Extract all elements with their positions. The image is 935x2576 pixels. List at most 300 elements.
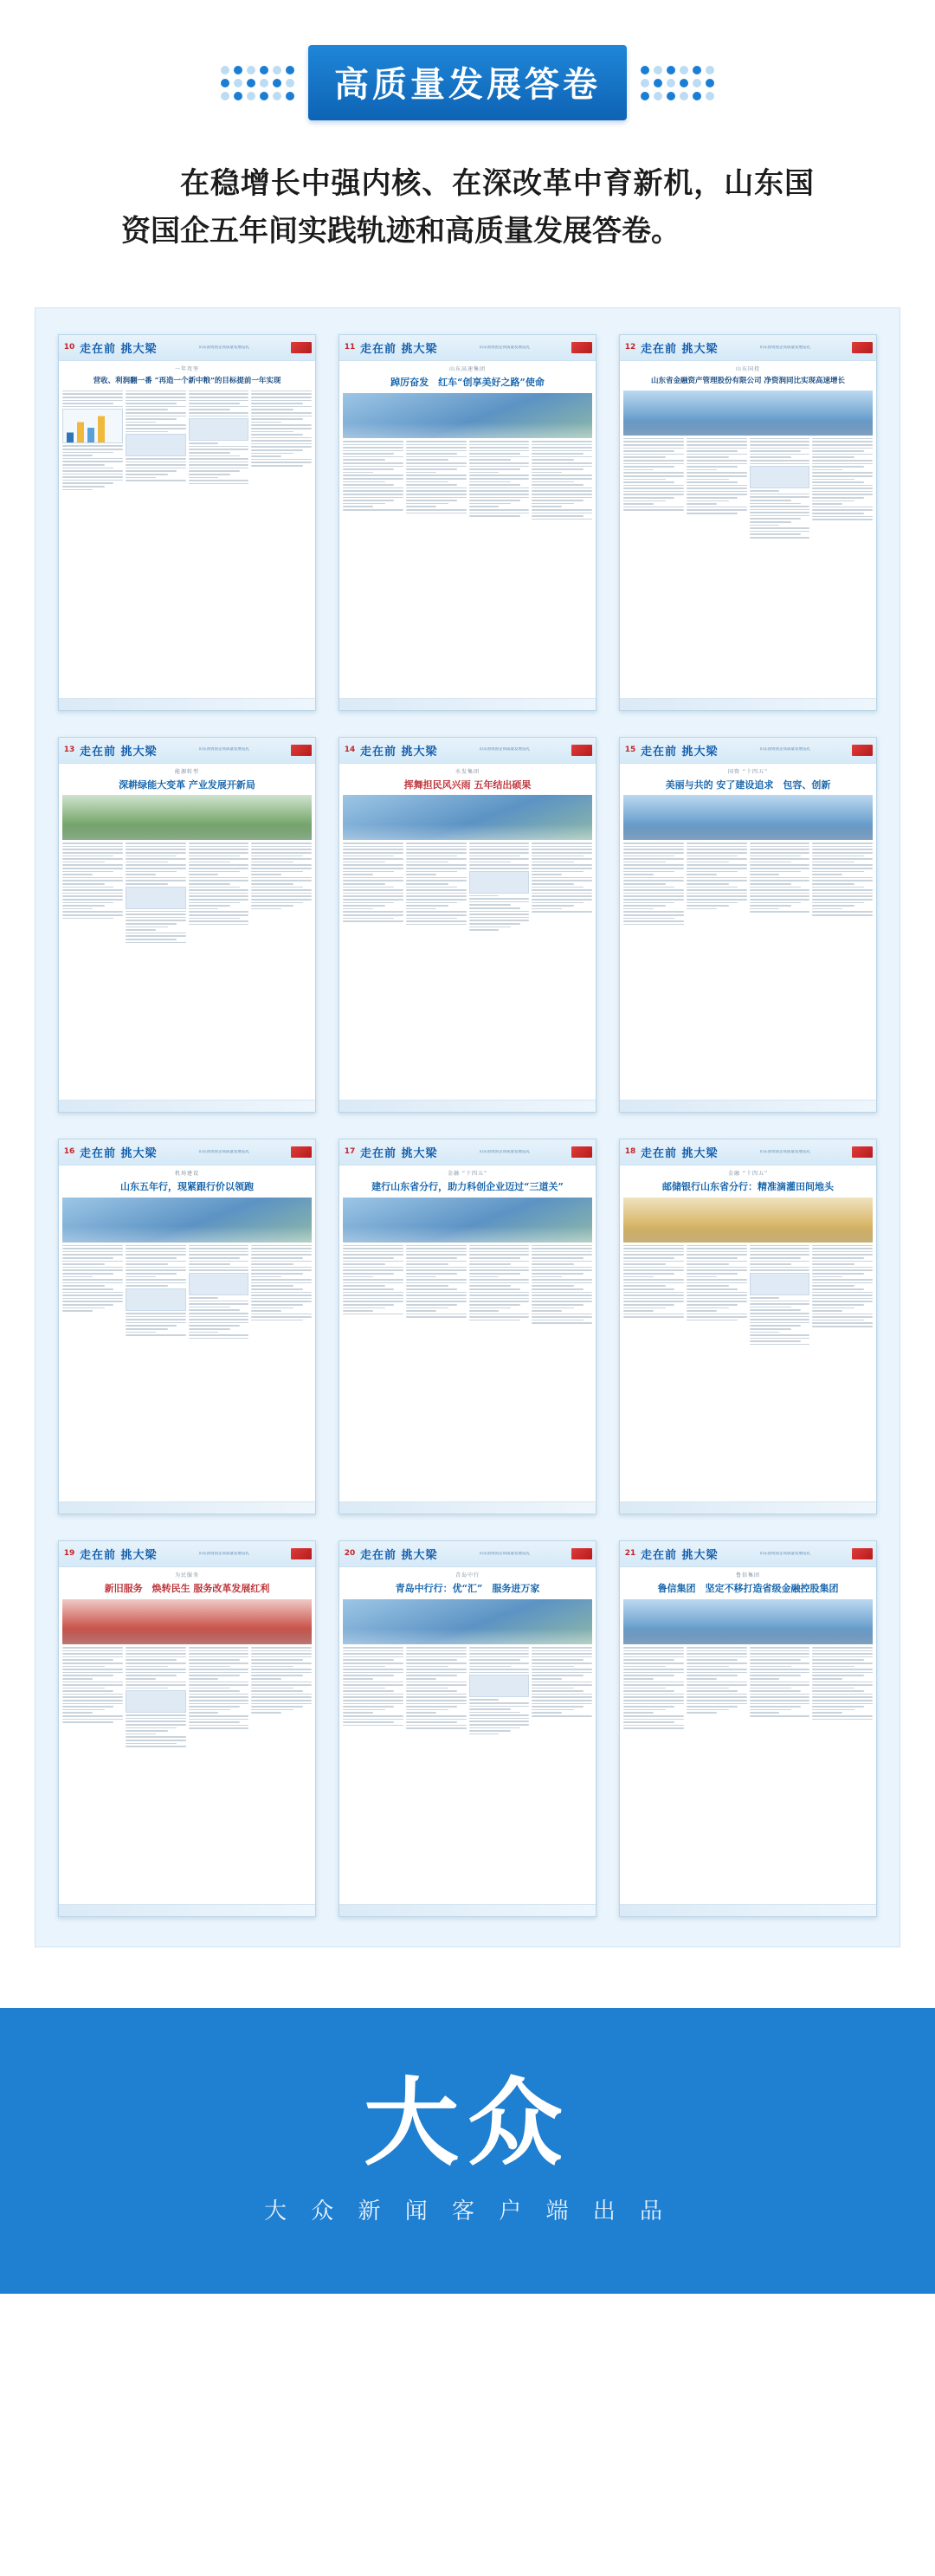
text-line [251,446,312,448]
article-photo [623,795,873,840]
text-line [623,1662,684,1664]
text-line [126,462,186,463]
article-columns [623,843,873,1096]
text-line [251,397,312,398]
text-line [189,1703,249,1705]
text-line [406,1650,467,1652]
text-line [406,459,448,461]
text-line [750,1694,810,1695]
text-line [469,904,512,906]
text-line [469,497,530,499]
text-line [812,1254,873,1256]
text-line [126,1276,156,1278]
text-line [532,889,592,891]
text-line [469,1650,530,1652]
text-line [812,1684,873,1686]
text-line [532,444,592,446]
text-line [62,449,123,450]
text-line [623,1696,684,1698]
text-line [251,1314,312,1315]
text-line [62,1276,93,1278]
text-line [623,1719,684,1721]
text-line [189,852,249,854]
article-column [812,438,873,694]
text-line [469,852,530,854]
newspaper-page-thumbnail[interactable] [339,1540,596,1916]
text-line [623,1647,684,1649]
text-line [623,1690,674,1692]
text-line [189,1332,219,1333]
text-line [126,911,186,913]
text-line [62,1703,123,1705]
text-line [687,1659,738,1661]
text-line [343,1251,403,1253]
text-line [343,506,373,507]
lead-paragraph: 在稳增长中强内核、在深改革中育新机，山东国资国企五年间实践轨迹和高质量发展答卷。 [121,166,814,249]
article-column [343,1245,403,1499]
flag-icon [291,1548,312,1559]
text-line [343,1672,403,1674]
text-line [406,1304,457,1306]
text-line [62,849,123,850]
text-line [251,1690,302,1692]
text-line [189,1682,249,1683]
text-line [750,1688,792,1689]
text-line [343,914,403,916]
text-line [623,871,674,873]
text-line [189,1675,240,1676]
text-line [126,1263,168,1265]
text-line [750,1248,810,1249]
text-line [406,468,457,470]
text-line [532,1310,562,1312]
text-line [623,1261,684,1262]
text-line [406,1282,467,1284]
text-line [750,1690,801,1692]
newspaper-body [339,361,596,697]
text-line [812,1257,863,1259]
text-line [343,1294,403,1296]
text-line [126,1678,156,1680]
text-line [750,521,792,523]
text-line [406,1712,436,1714]
text-line [687,1696,747,1698]
text-line [343,1721,394,1723]
text-line [623,503,654,505]
text-line [343,1263,385,1265]
text-line [812,513,863,514]
text-line [623,450,674,452]
text-line [812,487,873,489]
text-line [251,1254,312,1256]
flag-icon [571,1146,592,1158]
text-line [532,1320,583,1321]
text-line [687,849,747,850]
text-line [126,923,177,925]
text-line [126,474,168,475]
article-column [189,391,249,694]
text-line [687,1254,747,1256]
text-line [343,472,373,474]
text-line [469,1314,530,1315]
text-line [812,1706,863,1708]
text-line [687,487,747,489]
newspaper-page-thumbnail[interactable] [619,334,877,710]
text-line [62,1267,123,1269]
text-line [687,1647,747,1649]
text-line [126,1724,186,1726]
text-line [62,883,105,885]
text-line [406,1298,467,1300]
text-line [406,466,467,468]
text-line [532,880,592,881]
text-line [406,1653,467,1655]
text-line [750,1257,801,1259]
page-number: 13 [63,745,75,754]
text-line [532,905,574,907]
newspaper-body [59,361,315,697]
text-line [812,519,873,520]
article-column [687,438,747,694]
text-line [406,1263,448,1265]
text-line [251,449,302,451]
text-line [687,1273,738,1275]
text-line [623,1688,666,1689]
text-line [750,1313,810,1314]
text-line [812,1307,854,1309]
newspaper-page-thumbnail[interactable] [339,1139,596,1514]
text-line [687,444,747,446]
text-line [126,464,186,466]
text-line [251,428,312,429]
text-line [406,1276,436,1278]
text-line [189,1325,240,1327]
text-line [532,1675,583,1676]
text-line [189,849,249,850]
text-line [469,1730,512,1732]
text-line [812,460,873,462]
text-line [126,1662,186,1664]
text-line [623,1706,674,1708]
article-column [189,843,249,1096]
article-kicker: 为民服务 [174,1572,199,1579]
text-line [532,497,592,499]
article-column [812,1647,873,1901]
text-line [251,465,302,467]
newspaper-masthead [339,1541,596,1567]
text-line [251,1298,312,1300]
text-line [406,1294,467,1296]
text-line [532,902,583,904]
text-line [251,416,312,417]
text-line [126,880,186,881]
text-line [343,494,403,495]
text-line [687,908,717,910]
text-line [623,1721,674,1723]
text-line [126,1248,186,1249]
article-columns [623,438,873,694]
text-line [532,1298,592,1300]
text-line [343,908,373,910]
text-line [251,1261,312,1262]
text-line [623,862,666,863]
article-column [62,1647,123,1901]
text-line [62,458,123,460]
text-line [343,1682,403,1683]
text-line [469,481,512,483]
text-line [812,1690,863,1692]
text-line [812,1650,873,1652]
text-line [687,469,717,471]
masthead-logo: 走在前 挑大梁 [641,1146,719,1160]
text-line [750,1715,810,1717]
text-line [251,1294,312,1296]
text-line [189,1715,249,1717]
text-line [812,1288,863,1290]
text-line [189,880,249,881]
text-line [750,858,810,860]
text-line [406,503,448,505]
text-line [126,1279,186,1281]
text-line [343,1719,403,1721]
text-line [251,877,312,879]
text-line [623,1257,674,1259]
text-line [532,1672,592,1674]
text-line [623,466,674,468]
text-line [469,478,530,480]
newspaper-page-thumbnail[interactable] [58,1139,316,1514]
text-line [189,1684,249,1686]
text-line [532,1659,583,1661]
text-line [687,1675,738,1676]
article-column [251,391,312,694]
text-line [750,1684,810,1686]
text-line [62,1666,105,1668]
text-line [469,506,500,507]
text-line [343,887,394,888]
text-line [623,481,674,483]
text-line [623,1285,666,1287]
text-line [251,1647,312,1649]
text-line [189,1313,249,1314]
text-line [126,1269,186,1271]
text-line [251,1662,312,1664]
text-line [406,1269,467,1271]
newspaper-page-thumbnail[interactable] [339,334,596,710]
text-line [343,1678,373,1680]
text-line [750,1325,801,1327]
text-line [126,403,177,404]
newspaper-page-thumbnail[interactable] [619,1540,877,1916]
text-line [62,855,113,857]
page-number: 19 [63,1549,75,1559]
text-line [687,472,747,474]
newspaper-page-thumbnail[interactable] [339,737,596,1113]
text-line [469,1267,530,1269]
text-line [251,899,312,901]
text-line [62,1273,113,1275]
newspaper-body [339,764,596,1100]
text-line [62,887,113,888]
text-line [812,1279,873,1281]
text-line [343,899,403,901]
text-line [189,1254,249,1256]
text-line [343,1712,373,1714]
text-line [532,1682,592,1683]
article-headline: 挥舞担民风兴雨 五年结出硕果 [403,778,532,791]
text-line [406,513,467,514]
text-line [750,494,810,495]
text-line [687,1672,747,1674]
text-line [687,1694,747,1695]
text-line [623,902,674,904]
text-line [687,1700,747,1701]
text-line [406,490,467,492]
text-line [623,1672,684,1674]
text-line [469,1310,500,1312]
inline-figure [189,1273,249,1295]
text-line [343,1650,403,1652]
text-line [469,1248,530,1249]
newspaper-page-thumbnail[interactable] [619,737,877,1113]
text-line [532,1261,592,1262]
text-line [406,871,457,873]
text-line [687,843,747,844]
article-column [62,391,123,694]
text-line [750,1659,801,1661]
text-line [532,506,562,507]
newspaper-page-thumbnail[interactable] [58,1540,316,1916]
text-line [189,895,249,897]
text-line [532,1314,592,1315]
brand-logo: 大众 [364,2067,571,2179]
text-line [623,463,684,465]
article-columns [343,441,592,694]
text-line [189,1700,249,1701]
text-line [687,899,747,901]
text-line [62,391,123,392]
newspaper-masthead [620,1541,876,1567]
text-line [469,1307,512,1309]
text-line [532,441,592,442]
text-line [623,500,666,502]
text-line [62,846,123,848]
text-line [343,500,394,501]
text-line [687,1703,747,1705]
text-line [532,1688,574,1689]
text-line [251,902,302,904]
text-line [687,1261,747,1262]
text-line [251,1316,312,1318]
text-line [687,855,738,857]
text-line [251,1245,312,1247]
masthead-subtitle: 山东国资国企高质量发展巡礼 [479,747,531,752]
text-line [469,849,530,850]
text-line [126,868,186,869]
text-line [750,862,792,863]
text-line [126,929,156,931]
text-line [812,507,873,508]
newspaper-page-thumbnail[interactable] [619,1139,877,1514]
text-line [406,899,467,901]
text-line [532,1703,592,1705]
text-line [189,1725,249,1727]
text-line [406,1662,467,1664]
newspaper-page-thumbnail[interactable] [58,737,316,1113]
text-line [812,448,873,449]
text-line [406,1273,457,1275]
text-line [189,843,249,844]
text-line [469,907,520,909]
text-line [251,1320,302,1321]
text-line [251,1263,293,1265]
text-line [623,846,684,848]
text-line [62,400,123,402]
text-line [532,1263,574,1265]
text-line [62,1678,93,1680]
text-line [812,1269,873,1271]
text-line [812,516,873,518]
text-line [406,1700,467,1701]
text-line [406,1310,436,1312]
text-line [406,1709,448,1711]
article-headline: 鲁信集团 坚定不移打造省级金融控股集团 [657,1583,839,1595]
article-column [406,843,467,1096]
text-line [251,391,312,392]
text-line [62,1706,113,1708]
article-column [532,1245,592,1499]
text-line [623,497,674,499]
text-line [251,1712,281,1714]
newspaper-footer-strip [339,1100,596,1112]
newspaper-footer-strip [59,698,315,710]
text-line [532,1307,574,1309]
text-line [126,1261,186,1262]
text-line [251,1672,312,1674]
text-line [750,441,810,442]
text-line [469,1245,530,1247]
text-line [812,1656,873,1658]
text-line [251,1288,302,1290]
text-line [189,871,240,873]
text-line [623,1650,684,1652]
text-line [126,1727,177,1729]
text-line [532,1279,592,1281]
newspaper-footer-strip [620,1100,876,1112]
text-line [406,1694,467,1695]
text-line [532,1678,562,1680]
text-line [251,1656,312,1658]
text-line [251,1659,302,1661]
text-line [126,1688,168,1689]
text-line [406,494,467,495]
text-line [189,883,231,885]
text-line [469,911,530,913]
text-line [406,1288,457,1290]
text-line [687,1307,729,1309]
text-line [532,864,592,866]
text-line [189,858,249,860]
text-line [623,858,684,860]
text-line [189,1678,219,1680]
text-line [469,1724,530,1726]
text-line [62,1285,105,1287]
text-line [812,843,873,844]
text-line [406,883,448,885]
newspaper-page-thumbnail[interactable] [58,334,316,710]
text-line [532,509,592,511]
text-line [812,905,854,907]
